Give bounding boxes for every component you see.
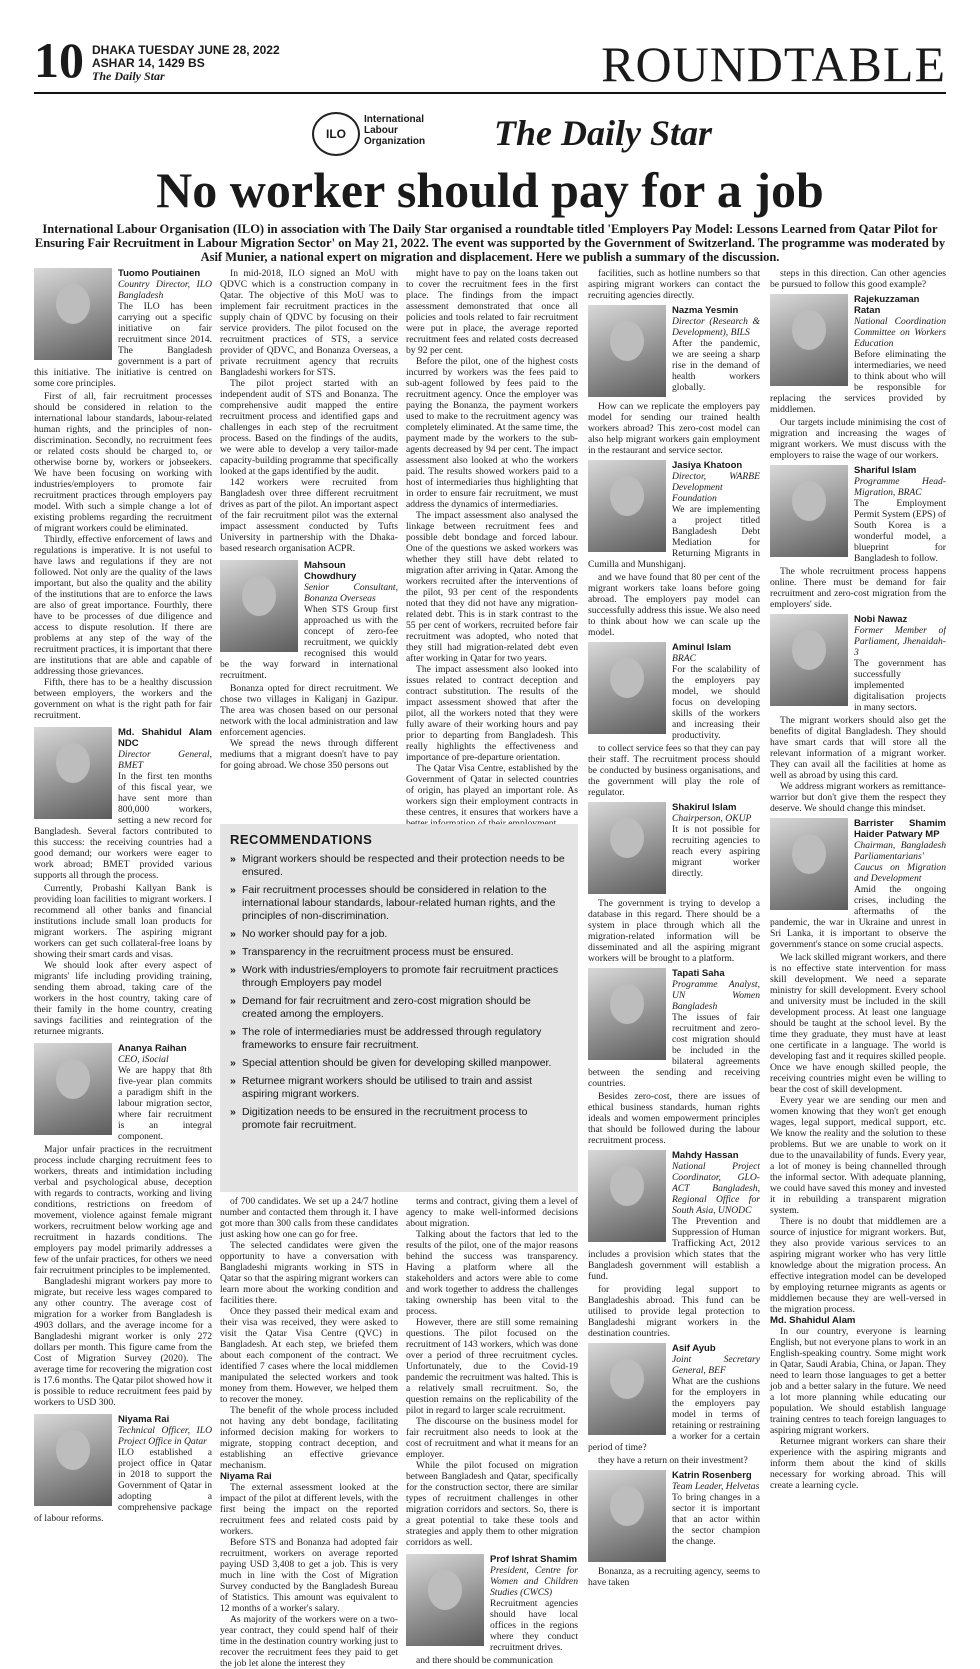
speaker-text: ILO established a project office in Qatar in 2018 to support the Government of Qatar in adopting a comprehensive package of labour reforms. (34, 1447, 212, 1524)
body-paragraph: In our country, everyone is learning English, but not everyone plans to work in an English-speaking country. Some might work in Qatar, Saudi Arabia, China, or Japan. They need to learn those languages to get a better job and a better salary in the future. We need a lot more planning while educating our population. We should establish language training centres to teach foreign languages to aspiring migrant workers. (770, 1326, 946, 1436)
speaker-photo (770, 818, 848, 910)
header-rule (34, 92, 946, 94)
speaker-block (588, 460, 760, 570)
speaker-block (588, 1150, 760, 1282)
logo-bar (0, 108, 980, 158)
speaker-name: Tuomo Poutiainen (118, 268, 201, 279)
speaker-title: Former Member of Parliament, Jhenaidah-3 (854, 625, 946, 658)
dateline (92, 44, 280, 83)
speaker-block (770, 465, 946, 564)
speaker-title: Senior Consultant, Bonanza Overseas (304, 582, 398, 604)
body-paragraph: Bonanza, as a recruiting agency, seems to have taken (588, 1566, 760, 1588)
body-paragraph: Bonanza opted for direct recruitment. We chose two villages in Kaliganj in Gazipur. The area was chosen based on our personal network with the local administration and law enforcement agencies. (220, 683, 398, 738)
speaker-title: Chairman, Bangladesh Parliamentarians' Caucus on Migration and Development (854, 840, 946, 884)
body-paragraph: Once they passed their medical exam and their visa was received, they were asked to visit the Qatar Visa Centre (QVC) in Bangladesh. At each step, we briefed them about each component of the contract. We identified 7 cases where the local middlemen manipulated the selected workers and took money from them. However, we helped them to recover the money. (220, 1306, 398, 1405)
body-paragraph: might have to pay on the loans taken out to cover the recruitment fees in the first place. The findings from the impact assessment demonstrated that once all policies and tools related to fair recruitment were put in place, the average reported recruitment fees and related costs decreased by 92 per cent. (406, 268, 578, 356)
body-paragraph: Every year we are sending our men and women knowing that they won't get enough wages, legal support, medical support, etc. We know the reality and the solution to these problems. But we are unable to work on it due to the unavailability of funds. Every year, a lot of money is being channelled through the informal sector. With adequate planning, we could have saved this money and invested it in rebuilding a transparent migration system. (770, 1095, 946, 1216)
body-paragraph: Fifth, there has to be a healthy discussion between employers, the workers and the government on what is the right path for fair recruitment. (34, 677, 212, 721)
headline: No worker should pay for a job (156, 162, 824, 218)
body-paragraph: they have a return on their investment? (598, 1455, 748, 1466)
bangla-date: ASHAR 14, 1429 BS (92, 56, 205, 70)
speaker-title: CEO, iSocial (118, 1054, 169, 1065)
speaker-title: Team Leader, Helvetas (672, 1481, 760, 1492)
intro-paragraph: International Labour Organisation (ILO) in association with The Daily Star organised a roundtable titled 'Employers Pay Model: Lessons Learned from Qatar Pilot for Ensuring Fair Recruitment in Labour Migration Sector' on May 21, 2022. The event was supported by the Government of Switzerland. The programme was moderated by Asif Munier, a national expert on migration and displacement. Here we publish a summary of the discussion. (34, 222, 946, 264)
body-paragraph: The benefit of the whole process included not having any debt bondage, facilitating informed decision making for workers to migrate, stopping contract deception, and establishing an effective grievance mechanism. (220, 1405, 398, 1471)
speaker-photo (588, 305, 666, 397)
body-paragraph: The whole recruitment process happens online. There must be demand for fair recruitment and zero-cost migration from the employers' side. (770, 566, 946, 610)
speaker-title: BRAC (672, 653, 696, 664)
body-paragraph: facilities, such as hotline numbers so that aspiring migrant workers can contact the recruiting agencies directly. (588, 268, 760, 301)
body-paragraph: How can we replicate the employers pay model for sending our trained health workers abroad? This zero-cost model can also help migrant workers gain employment in the restaurant and service sector. (588, 401, 760, 456)
speaker-photo (588, 642, 666, 734)
speaker-name: Tapati Saha (672, 968, 725, 979)
speaker-photo (770, 614, 848, 706)
body-paragraph: Thirdly, effective enforcement of laws and regulations is imperative. It is not useful to have laws and regulations if they are not followed. Not only are the quality of the laws important, but also the quality and the ability of the institutions that are to enforce the laws are also of great importance. Fourthly, there have to be processes of due diligence and access to dispute resolution. If there are problems at any step of the way of the recruitment practices, it is important that there are institutions that are able and capable of addressing those grievances. (34, 534, 212, 677)
speaker-title: Programme Analyst, UN Women Bangladesh (672, 979, 760, 1012)
speaker-block (588, 968, 760, 1089)
date: DHAKA TUESDAY JUNE 28, 2022 (92, 43, 280, 57)
body-paragraph: for providing legal support to Bangladeshis abroad. This fund can be utilised to provide legal protection to Bangladeshi migrant workers in the destination countries. (588, 1284, 760, 1339)
column-2 (220, 268, 398, 771)
speaker-photo (34, 1414, 112, 1506)
recommendation-item: » Work with industries/employers to promote fair recruitment practices through Employers pay model (230, 964, 568, 990)
column-4 (588, 268, 760, 1588)
speaker-name: Jasiya Khatoon (672, 460, 743, 471)
body-paragraph: Returnee migrant workers can share their experience with the aspiring migrants and inform them about the kind of skills necessary for working abroad. This will create a learning cycle. (770, 1436, 946, 1491)
speaker-block (770, 614, 946, 713)
speaker-photo (220, 560, 298, 652)
recommendation-item: » No worker should pay for a job. (230, 928, 568, 941)
speaker-label: Niyama Rai (220, 1471, 272, 1482)
body-paragraph: We should look after every aspect of migrants' life including providing training, sending them abroad, taking care of the workers in the host country, taking care of their family in the home country, creating savings facilities and reintegration of the returnee migrants. (34, 960, 212, 1037)
speaker-block (588, 1343, 760, 1453)
speaker-text: The Prevention and Suppression of Human Trafficking Act, 2012 includes a provision which states that the Bangladesh government will establish a fund. (588, 1216, 760, 1282)
speaker-photo (34, 727, 112, 819)
speaker-photo (588, 1150, 666, 1242)
speaker-text: The ILO has been carrying out a specific initiative on fair recruitment since 2014. The Bangladesh government is a part of this initiative. The initiative is centred on some core principles. (34, 301, 212, 389)
body-paragraph: We address migrant workers as remittance-warrior but don't give them the respect they deserve. We should change this mindset. (770, 781, 946, 814)
recommendation-item: » Transparency in the recruitment process must be ensured. (230, 946, 568, 959)
ilo-logo: ILO (312, 112, 360, 156)
speaker-block (588, 305, 760, 399)
body-paragraph: Before the pilot, one of the highest costs incurred by workers was the fees paid to sub-agent followed by fees paid to the recruitment agency. Once the employer was paying the Bonanza, the payment workers used to make to the recruitment agency was completely eliminated. At the same time, the payment made by the workers to the sub-agents decreased by 94 per cent. The impact assessment also looked at who the workers paid. The results showed workers paid to a host of intermediaries thus highlighting that in order to ensure fair recruitment, we must address the dynamics of intermediaries. (406, 356, 578, 510)
speaker-text: Before eliminating the intermediaries, we need to think about who will be responsible for replacing the services provided by middlemen. (770, 349, 946, 415)
speaker-text: We are happy that 8th five-year plan commits a paradigm shift in the labour migration sector, where fair recruitment is an integral component. (118, 1065, 212, 1142)
column-3-lower (406, 1196, 578, 1666)
speaker-name: Nobi Nawaz (854, 614, 908, 625)
speaker-name: Barrister Shamim Haider Patwary MP (854, 818, 946, 840)
speaker-title: Director (Research & Development), BILS (672, 316, 760, 338)
speaker-name: Mahsoun Chowdhury (304, 560, 357, 582)
body-paragraph: The impact assessment also analysed the linkage between recruitment fees and possible debt bondage and forced labour. One of the questions we asked workers was whether they still have debt related to migration after arriving in Qatar. Among the workers recruited after the interventions of the pilot, 93 per cent of the respondents noted that they did not have any migration-related debt. This is in stark contrast to the 55 per cent of workers, recruited before fair recruitment was adopted, who noted that they still had migration-related debt even after working in Qatar for two years. (406, 510, 578, 664)
speaker-name: Asif Ayub (672, 1343, 716, 1354)
body-paragraph: However, there are still some remaining questions. The pilot focused on the recruitment of 143 workers, which was done over a period of three recruitment cycles. Unfortunately, due to the Covid-19 pandemic the recruitment was halted. This is a relatively small recruitment. So, the question remains on the replicability of the pilot in regard to larger scale recruitment. (406, 1317, 578, 1416)
recommendation-item: » Demand for fair recruitment and zero-cost migration should be created among the employers. (230, 995, 568, 1021)
speaker-block (588, 1470, 760, 1564)
body-paragraph: Bangladeshi migrant workers pay more to migrate, but receive less wages compared to any other country. The average cost of migration for a worker from Bangladesh is 4903 dollars, and the average income for a Bangladeshi migrant worker is only 272 dollars per month. This figure came from the Cost of Migration Survey (2020). The average time for recovering the migration cost is 17.6 months. The Qatar pilot showed how it is possible to reduce recruitment fees paid by workers to USD 300. (34, 1276, 212, 1408)
speaker-text: The Employment Permit System (EPS) of South Korea is a wonderful model, a blueprint for Bangladesh to follow. (854, 498, 946, 564)
page-number: 10 (34, 32, 84, 88)
speaker-name: Shariful Islam (854, 465, 917, 476)
body-paragraph: Besides zero-cost, there are issues of ethical business standards, human rights ideals and women empowerment principles that should be followed during the labour recruitment process. (588, 1091, 760, 1146)
body-paragraph: First of all, fair recruitment processes should be considered in relation to the international labour standards, labour-related human rights, and the principles of non-discrimination. Secondly, no recruitment fees or related costs should be charged to, or otherwise borne by, workers or jobseekers. We have been focusing on working with industries/employers to promote fair recruitment practices through employers pay model. With such a simple change a lot of existing problems regarding the recruitment of migrant workers could be eliminated. (34, 391, 212, 534)
speaker-text: After the pandemic, we are seeing a sharp rise in the demand of health workers globally. (672, 338, 760, 393)
speaker-title: Country Director, ILO Bangladesh (118, 279, 212, 301)
body-paragraph: Major unfair practices in the recruitment process include charging recruitment fees to workers, threats and intimidation including verbal and psychological abuse, deception with regards to contracts, working and living conditions, restrictions on freedom of movement, violence against female migrant workers, recruitment below working age and recruitment in hazards conditions. The employers pay model primarily addresses a few of the unfair practices, for others we need fair recruitment principles to be implemented. (34, 1144, 212, 1276)
speaker-block (588, 642, 760, 741)
recommendation-item: » The role of intermediaries must be addressed through regulatory frameworks to ensure fair recruitment. (230, 1026, 568, 1052)
speaker-title: National Project Coordinator, GLO-ACT Bangladesh, Regional Office for South Asia, UNODC (672, 1161, 760, 1216)
body-paragraph: The discourse on the business model for fair recruitment also needs to look at the cost of recruitment and what it means for an employer. (406, 1416, 578, 1460)
speaker-photo (588, 1470, 666, 1562)
speaker-photo (770, 465, 848, 557)
speaker-name: Shakirul Islam (672, 802, 737, 813)
speaker-text: Amid the ongoing crises, including the aftermaths of the pandemic, the war in Ukraine and unrest in Sri Lanka, it is important to observe the government's stance on some crucial aspects. (770, 884, 946, 950)
speaker-text: To bring changes in a sector it is important that an actor within the sector champion the change. (672, 1492, 760, 1547)
column-3 (406, 268, 578, 829)
body-paragraph: Currently, Probashi Kallyan Bank is providing loan facilities to migrant workers. I recommend all other banks and financial institutions include small loan products for migrant workers. The aspiring migrant workers can get such collateral-free loans by showing their smart cards and visas. (34, 883, 212, 960)
recommendations-box (220, 824, 578, 1192)
speaker-label: Md. Shahidul Alam (770, 1315, 856, 1326)
speaker-block (220, 560, 398, 681)
body-paragraph: We spread the news through different mediums that a migrant doesn't have to pay for going abroad. We chose 350 persons out (220, 738, 398, 771)
speaker-title: Programme Head-Migration, BRAC (854, 476, 946, 498)
speaker-text: What are the cushions for the employers in the employers pay model in terms of retaining or restraining a worker for a certain period of time? (588, 1376, 760, 1453)
recommendation-item: » Migrant workers should be respected and their protection needs to be ensured. (230, 853, 568, 879)
speaker-photo (588, 802, 666, 894)
speaker-name: Katrin Rosenberg (672, 1470, 752, 1481)
speaker-name: Mahdy Hassan (672, 1150, 739, 1161)
speaker-photo (34, 1043, 112, 1135)
speaker-block (770, 818, 946, 950)
body-paragraph: to collect service fees so that they can pay their staff. The recruitment process should be conducted by business organisations, and the government will play the role of regulator. (588, 743, 760, 798)
body-paragraph: The external assessment looked at the impact of the pilot at different levels, with the first being the impact on the reported recruitment fees and related costs paid by workers. (220, 1482, 398, 1537)
speaker-block (406, 1554, 578, 1653)
body-paragraph: The Qatar Visa Centre, established by the Government of Qatar in selected countries of origin, has played an important role. As workers sign their employment contracts in these centres, it ensures that workers have a (406, 763, 578, 818)
speaker-title: President, Centre for Women and Children Studies (CWCS) (490, 1565, 578, 1598)
speaker-title: Joint Secretary General, BEF (672, 1354, 760, 1376)
body-paragraph: The pilot project started with an independent audit of STS and Bonanza. The comprehensive audit mapped the entire recruitment process and identified gaps and challenges in each step of the recruitment process. Based on the findings of the audits, we were able to develop a very tailor-made capacity-building programme that specifically looked at the gaps identified by the audit. (220, 378, 398, 477)
speaker-text: It is not possible for recruiting agencies to reach every aspiring migrant worker directly. (672, 824, 760, 879)
section-title: ROUNDTABLE (601, 36, 946, 92)
body-paragraph: 142 workers were recruited from Bangladesh over three different recruitment drives as part of the pilot. An important aspect of the fair recruitment pilot was the external impact assessment conducted by Tufts University in partnership with the Dhaka-based research organisation ACPR. (220, 477, 398, 554)
recommendation-item: » Special attention should be given for developing skilled manpower. (230, 1057, 568, 1070)
body-paragraph: and we have found that 80 per cent of the migrant workers take loans before going abroad. The employers pay model can successfully address this issue. We also need to think about how we can scale up the model. (588, 572, 760, 638)
body-paragraph: Before STS and Bonanza had adopted fair recruitment, workers on average reported paying USD 3,408 to get a job. This is very much in line with the Cost of Migration Survey conducted by the Bangladesh Bureau of Statistics. This amount was equivalent to 12 months of a worker's salary. (220, 1537, 398, 1614)
speaker-name: Md. Shahidul Alam NDC (118, 727, 212, 749)
column-5 (770, 268, 946, 1491)
speaker-text: In the first ten months of this fiscal year, we have sent more than 800,000 workers, setting a new record for Bangladesh. Several factors contributed to this success: the receiving countries had a good demand; our workers were eager to work abroad; BMET provided various supports all through the process. (34, 771, 212, 881)
body-paragraph: We lack skilled migrant workers, and there is no effective state intervention for mass skill development. We need a separate ministry for skill development. Every school and university must be included in the skill development process. At least one language should be taught at the school level. By the time they graduate, they must have at least one certificate in a language. The world is developing fast and it requires skilled people. Once we have enough skilled people, the receiving countries might even be willing to bear the cost of skill development. (770, 952, 946, 1095)
ilo-wordmark: International Labour Organization (364, 114, 426, 147)
speaker-block (770, 294, 946, 415)
speaker-title: National Coordination Committee on Workers Education (854, 316, 946, 349)
speaker-text: The issues of fair recruitment and zero-cost migration should be included in the bilateral agreements between the sending and receiving countries. (588, 1012, 760, 1089)
speaker-text: The government has successfully implemented digitalisation projects in many sectors. (854, 658, 946, 713)
speaker-name: Aminul Islam (672, 642, 732, 653)
column-2-lower (220, 1196, 398, 1669)
body-paragraph: The impact assessment also looked into issues related to contract deception and contract substitution. The results of the impact assessment showed that after the pilot, all the workers noted that they were fully aware of their working hours and pay prior to departing from Bangladesh. This really highlights the effectiveness and importance of pre-departure orientation. (406, 664, 578, 763)
speaker-block (34, 268, 212, 389)
recommendations-list (230, 853, 568, 1132)
speaker-photo (406, 1554, 484, 1646)
column-1 (34, 268, 212, 1526)
speaker-block (588, 802, 760, 896)
body-paragraph: In mid-2018, ILO signed an MoU with QDVC which is a construction company in Qatar. The objective of this MoU was to implement fair recruitment practices in the supply chain of QDVC by focusing on their service providers. The pilot focused on the recruitment practices of STS, a service provider of QDVC, and Bonanza Overseas, a private recruitment agency that recruits Bangladeshi workers for STS. (220, 268, 398, 378)
body-paragraph: The migrant workers should also get the benefits of digital Bangladesh. They should have smart cards that will store all the relevant information of a migrant worker. They can avail all the facilities at home as well as abroad by using this card. (770, 715, 946, 781)
speaker-title: Chairperson, OKUP (672, 813, 752, 824)
speaker-block (34, 1414, 212, 1524)
page-header (0, 0, 980, 92)
recommendation-item: » Returnee migrant workers should be utilised to train and assist aspiring migrant workers. (230, 1075, 568, 1101)
speaker-photo (770, 294, 848, 386)
speaker-photo (588, 460, 666, 552)
body-paragraph: Our targets include minimising the cost of migration and increasing the wages of migrant workers. We must discuss with the employers to raise the wage of our workers. (770, 417, 946, 461)
speaker-name: Prof Ishrat Shamim (490, 1554, 578, 1565)
speaker-text: Recruitment agencies should have local offices in the regions where they conduct recruitment drives. (490, 1598, 578, 1653)
daily-star-logo: The Daily Star (494, 113, 713, 153)
body-paragraph: There is no doubt that middlemen are a source of injustice for migrant workers. But, they also provide various services to an aspiring migrant worker who has very little knowledge about the migration process. An effective integration model can be developed by employing returnee migrants as agents or middlemen because they are well-versed in the migration process. (770, 1216, 946, 1315)
recommendation-item: » Fair recruitment processes should be considered in relation to the international labour standards, labour-related human rights, and the principles of non-discrimination. (230, 884, 568, 923)
paper-name: The Daily Star (92, 69, 165, 83)
body-paragraph: of 700 candidates. We set up a 24/7 hotline number and contacted them through it. I have got more than 300 calls from these candidates just asking how one can go for free. (220, 1196, 398, 1240)
speaker-text: For the scalability of the employers pay model, we should focus on developing skills of the workers and increasing their productivity. (672, 664, 760, 741)
body-paragraph: Talking about the factors that led to the results of the pilot, one of the major reasons behind the success was transparency. Having a platform where all the stakeholders and actors were able to come and work together to address the challenges taking ownership has been vital to the process. (406, 1229, 578, 1317)
speaker-title: Director, WARBE Development Foundation (672, 471, 760, 504)
body-paragraph: The selected candidates were given the opportunity to have a conversation with Bangladeshi migrants working in STS in Qatar so that the aspiring migrant workers can learn more about the working condition and facilities there. (220, 1240, 398, 1306)
speaker-photo (588, 968, 666, 1060)
speaker-block (34, 727, 212, 881)
body-paragraph: The government is trying to develop a database in this regard. There should be a system in place through which all the migration-related information will be disseminated and all the aspiring migrant workers will be brought to a platform. (588, 898, 760, 964)
speaker-name: Rajekuzzaman Ratan (854, 294, 920, 316)
body-paragraph: As majority of the workers were on a two-year contract, they could spend half of their time in the destination country working just to recover the recruitment fees they paid to get the job let alone the interest they (220, 1614, 398, 1669)
speaker-name: Ananya Raihan (118, 1043, 187, 1054)
body-paragraph: terms and contract, giving them a level of agency to make well-informed decisions about migration. (406, 1196, 578, 1229)
speaker-title: Technical Officer, ILO Project Office in Qatar (118, 1425, 212, 1447)
recommendation-item: » Digitization needs to be ensured in the recruitment process to promote fair recruitment. (230, 1106, 568, 1132)
body-paragraph: steps in this direction. Can other agencies be pursued to follow this good example? (770, 268, 946, 290)
body-paragraph: and there should be communication (416, 1655, 553, 1666)
speaker-photo (34, 268, 112, 360)
speaker-photo (588, 1343, 666, 1435)
speaker-block (34, 1043, 212, 1142)
recommendations-title: RECOMMENDATIONS (230, 832, 373, 847)
speaker-title: Director General, BMET (118, 749, 212, 771)
speaker-text: When STS Group first approached us with the concept of zero-fee recruitment, we quickly recognised this would be the way forward in international recruitment. (220, 604, 398, 681)
speaker-text: We are implementing a project titled Bangladesh Debt Mediation for Returning Migrants in Cumilla and Munshiganj. (588, 504, 760, 570)
speaker-name: Niyama Rai (118, 1414, 170, 1425)
speaker-name: Nazma Yesmin (672, 305, 739, 316)
body-paragraph: While the pilot focused on migration between Bangladesh and Qatar, specifically for the construction sector, there are similar types of recruitment challenges in other migration corridors and sectors. So, there is a great potential to take these tools and strategies and apply them to other migration corridors as well. (406, 1460, 578, 1548)
